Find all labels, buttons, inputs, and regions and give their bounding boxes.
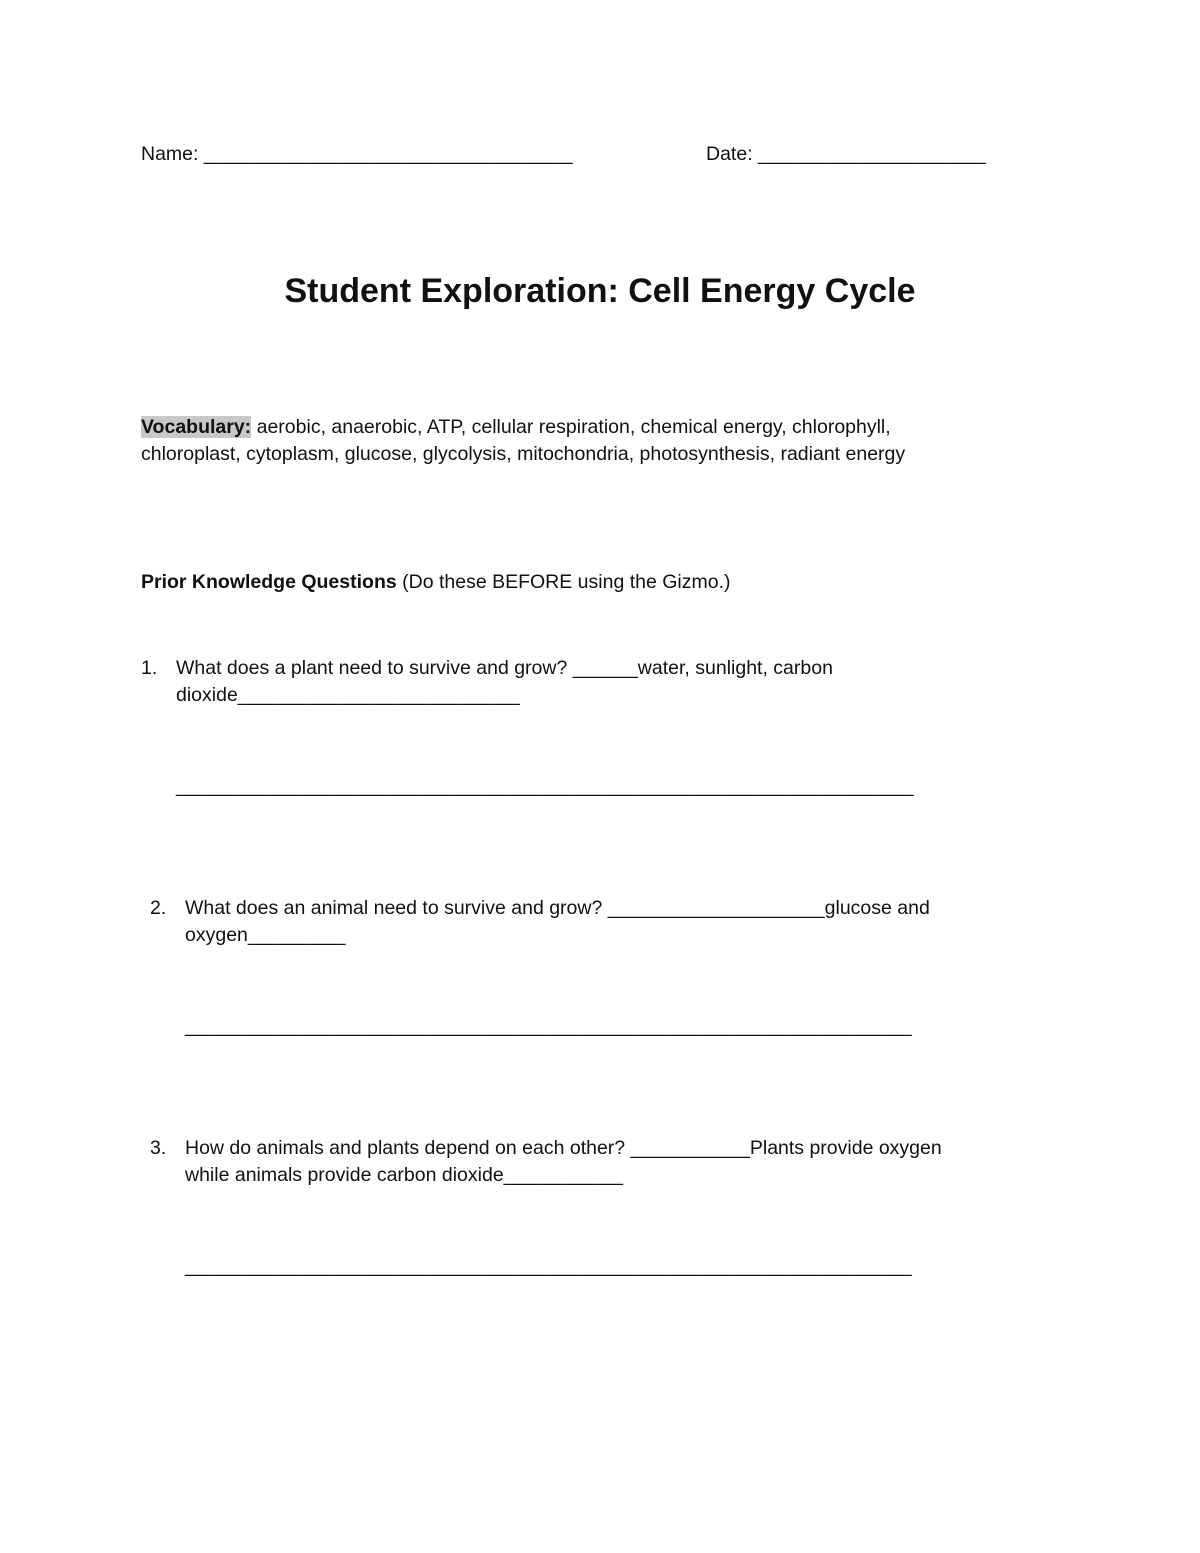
question-3-number: 3. — [150, 1137, 167, 1159]
date-label: Date: — [706, 143, 753, 165]
prior-knowledge-note: (Do these BEFORE using the Gizmo.) — [402, 571, 731, 593]
prior-knowledge-row — [141, 569, 731, 595]
question-2-line-1: What does an animal need to survive and grow? ____________________glucose and — [185, 897, 930, 919]
vocabulary-line-2 — [141, 441, 905, 467]
question-2-line-2: oxygen_________ — [185, 924, 346, 946]
date-row — [706, 141, 986, 167]
date-blank: _____________________ — [758, 143, 986, 165]
question-2-number: 2. — [150, 897, 167, 919]
question-1-line-2: dioxide__________________________ — [176, 684, 520, 706]
question-2-answer-line: ___________________________________________________________________ — [185, 1015, 912, 1037]
vocabulary-line-1 — [141, 414, 891, 440]
prior-knowledge-heading: Prior Knowledge Questions — [141, 571, 397, 593]
name-label: Name: — [141, 143, 199, 165]
question-3-line-2: while animals provide carbon dioxide___________ — [185, 1164, 623, 1186]
question-1-line-1: What does a plant need to survive and grow? ______water, sunlight, carbon — [176, 657, 833, 679]
vocabulary-label: Vocabulary: — [141, 416, 252, 438]
question-3-answer-line: ___________________________________________________________________ — [185, 1255, 912, 1277]
name-row — [141, 141, 573, 167]
question-1-answer-line: ____________________________________________________________________ — [176, 775, 914, 797]
name-blank: __________________________________ — [203, 143, 573, 165]
question-3-line-1: How do animals and plants depend on each other? ___________Plants provide oxygen — [185, 1137, 942, 1159]
page-title: Student Exploration: Cell Energy Cycle — [284, 272, 916, 310]
vocabulary-terms-2: chloroplast, cytoplasm, glucose, glycolysis, mitochondria, photosynthesis, radiant energy — [141, 443, 906, 465]
question-1-number: 1. — [141, 657, 158, 679]
vocabulary-terms-1: aerobic, anaerobic, ATP, cellular respiration, chemical energy, chlorophyll, — [256, 416, 891, 438]
